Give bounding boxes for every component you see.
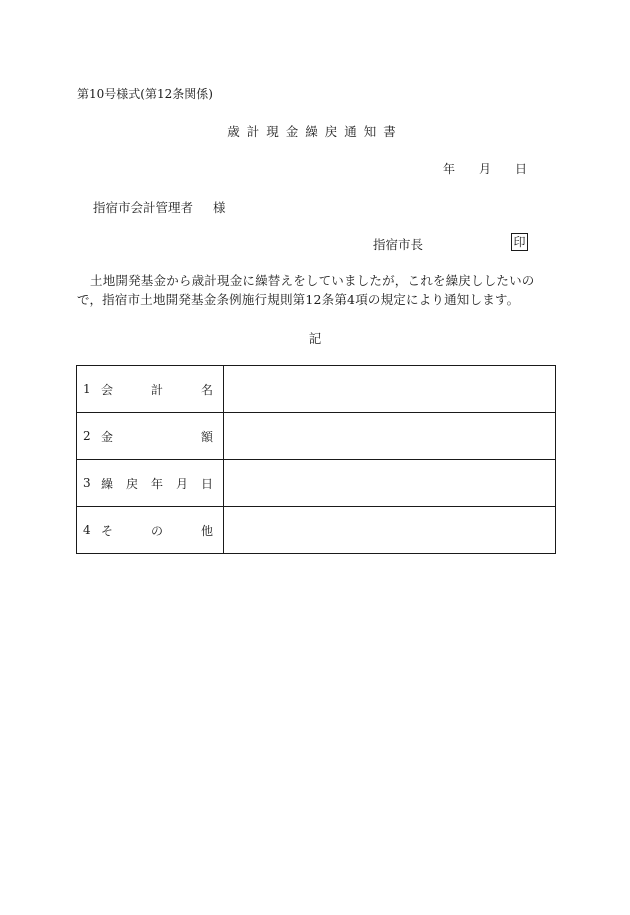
seal-mark: 印 bbox=[511, 233, 528, 251]
item-number: 2 bbox=[83, 429, 91, 443]
item-label-char: 金 bbox=[101, 429, 114, 444]
item-number: 3 bbox=[83, 476, 91, 490]
item-value-cell[interactable] bbox=[224, 507, 556, 554]
item-label-char: 繰 bbox=[101, 476, 114, 491]
addressee bbox=[93, 198, 226, 216]
item-number: 4 bbox=[83, 523, 91, 537]
item-label-char: 月 bbox=[175, 476, 188, 491]
item-label bbox=[101, 381, 213, 398]
form-number: 第10号様式(第12条関係) bbox=[77, 87, 213, 101]
body-text: 土地開発基金から歳計現金に繰替えをしていましたが，これを繰戻ししたいので，指宿市土地開発基金条例施行規則第12条第4項の規定により通知します。 bbox=[77, 273, 535, 307]
table-row bbox=[77, 366, 556, 413]
table-row bbox=[77, 507, 556, 554]
item-label-char: 額 bbox=[200, 429, 213, 444]
item-label-char: 年 bbox=[150, 476, 163, 491]
item-label-char: 名 bbox=[200, 382, 213, 397]
item-label-char: 会 bbox=[101, 382, 114, 397]
item-label-char: の bbox=[150, 523, 163, 538]
item-label-char: 戻 bbox=[125, 476, 138, 491]
item-label-cell bbox=[77, 507, 224, 554]
item-label-cell bbox=[77, 366, 224, 413]
item-value-cell[interactable] bbox=[224, 413, 556, 460]
item-label-cell bbox=[77, 460, 224, 507]
sender-name: 指宿市長 bbox=[373, 237, 424, 252]
item-label-cell bbox=[77, 413, 224, 460]
addressee-honorific: 様 bbox=[213, 200, 226, 215]
table-row bbox=[77, 460, 556, 507]
item-label bbox=[101, 428, 213, 445]
item-label-char: 日 bbox=[200, 476, 213, 491]
ki-heading: 記 bbox=[308, 331, 322, 346]
date-line bbox=[443, 160, 527, 177]
table-row bbox=[77, 413, 556, 460]
item-value-cell[interactable] bbox=[224, 366, 556, 413]
document-title: 歳計現金繰戻通知書 bbox=[227, 124, 403, 139]
item-label-char: そ bbox=[101, 523, 114, 538]
item-label-char: 他 bbox=[200, 523, 213, 538]
item-number: 1 bbox=[83, 382, 91, 396]
item-label-char: 計 bbox=[150, 382, 163, 397]
date-year-label: 年 bbox=[443, 162, 456, 176]
date-month-label: 月 bbox=[479, 162, 492, 176]
date-day-label: 日 bbox=[515, 162, 528, 176]
item-value-cell[interactable] bbox=[224, 460, 556, 507]
addressee-name: 指宿市会計管理者 bbox=[93, 200, 194, 215]
item-label bbox=[101, 475, 213, 492]
item-label bbox=[101, 522, 213, 539]
items-table bbox=[76, 365, 556, 554]
